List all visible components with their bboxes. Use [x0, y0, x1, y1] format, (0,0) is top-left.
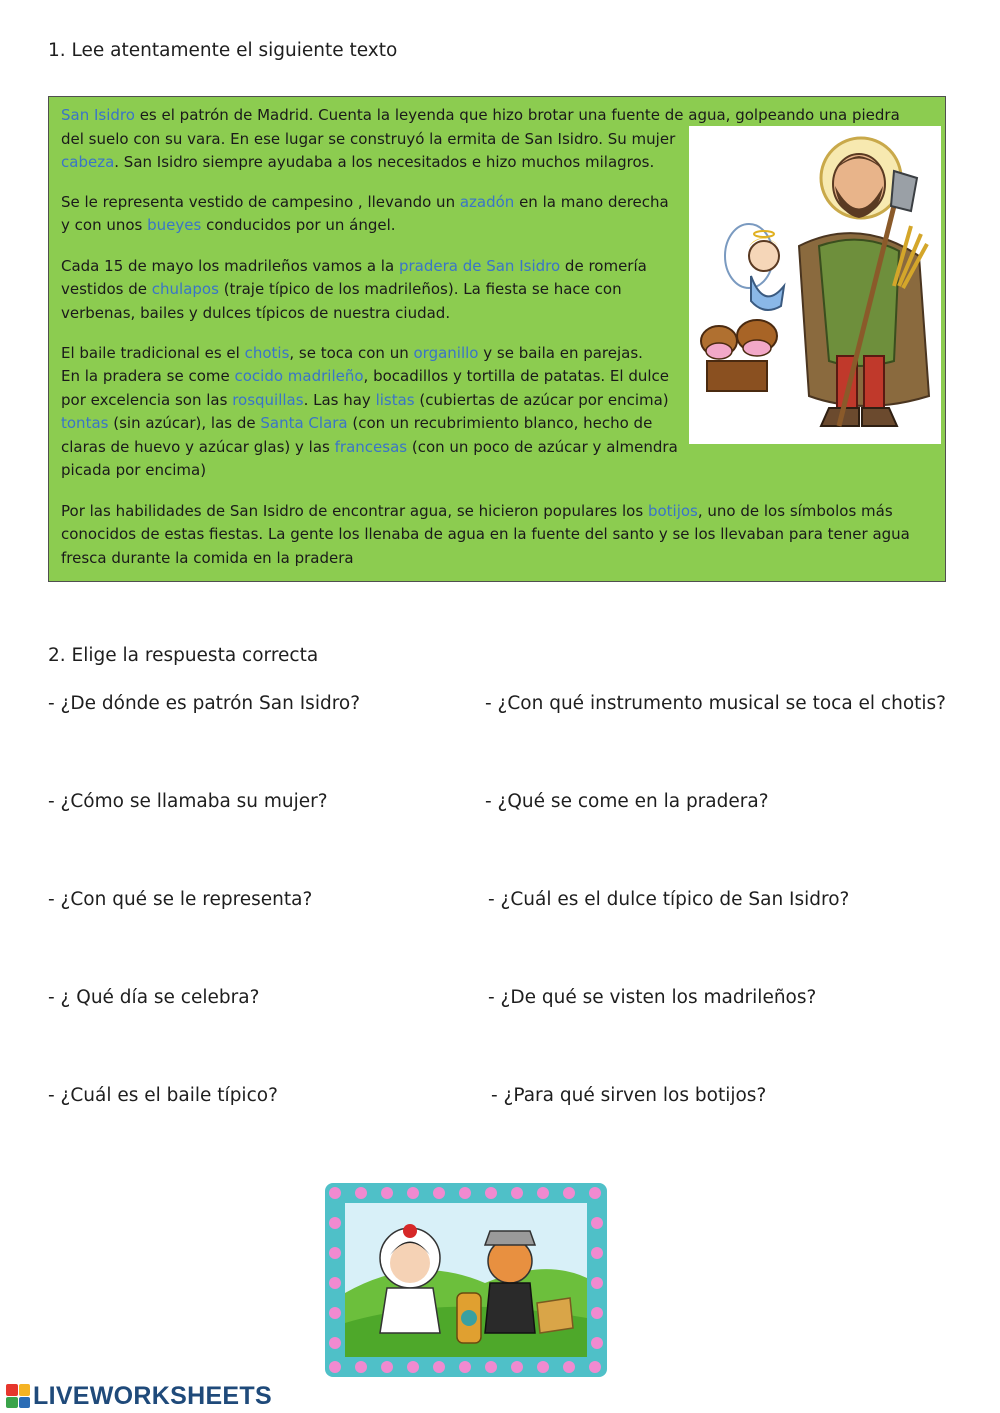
text-line: verbenas, bailes y dulces típicos de nuestra ciudad. [61, 304, 451, 322]
text-line: por excelencia son las rosquillas. Las hay listas (cubiertas de azúcar por encima) [61, 391, 669, 409]
liveworksheets-brand [6, 1383, 272, 1409]
question-right-5: - ¿Para qué sirven los botijos? [491, 1085, 767, 1106]
text-line: tontas (sin azúcar), las de Santa Clara (con un recubrimiento blanco, hecho de [61, 414, 653, 432]
question-right-1: - ¿Con qué instrumento musical se toca el chotis? [485, 693, 947, 714]
text-line: conocidos de estas fiestas. La gente los llenaba de agua en la fuente del santo y se los llevaban para tener agua [61, 525, 910, 543]
question-left-3: - ¿Con qué se le representa? [48, 889, 313, 910]
text-line: vestidos de chulapos (traje típico de los madrileños). La fiesta se hace con [61, 280, 622, 298]
text-line: y con unos bueyes conducidos por un ángel. [61, 216, 396, 234]
chulapos-illustration [325, 1183, 607, 1377]
brand-name: LIVEWORKSHEETS [33, 1381, 272, 1410]
text-line: San Isidro es el patrón de Madrid. Cuenta la leyenda que hizo brotar una fuente de agua, golpeando una piedra [61, 106, 900, 124]
section-1-heading: 1. Lee atentamente el siguiente texto [48, 40, 398, 61]
question-left-5: - ¿Cuál es el baile típico? [48, 1085, 278, 1106]
text-line: cabeza. San Isidro siempre ayudaba a los necesitados e hizo muchos milagros. [61, 153, 655, 171]
liveworksheets-logo-icon [6, 1384, 30, 1408]
text-line: Cada 15 de mayo los madrileños vamos a la pradera de San Isidro de romería [61, 257, 647, 275]
question-left-4: - ¿ Qué día se celebra? [48, 987, 260, 1008]
text-line: del suelo con su vara. En ese lugar se construyó la ermita de San Isidro. Su mujer [61, 130, 676, 148]
question-left-2: - ¿Cómo se llamaba su mujer? [48, 791, 328, 812]
text-line: En la pradera se come cocido madrileño, bocadillos y tortilla de patatas. El dulce [61, 367, 670, 385]
text-line: Se le representa vestido de campesino , llevando un azadón en la mano derecha [61, 193, 669, 211]
text-line: El baile tradicional es el chotis, se toca con un organillo y se baila en parejas. [61, 344, 643, 362]
san-isidro-illustration [689, 126, 941, 444]
text-line: Por las habilidades de San Isidro de encontrar agua, se hicieron populares los botijos, uno de los símbolos más [61, 502, 893, 520]
text-line: picada por encima) [61, 461, 207, 479]
text-line: fresca durante la comida en la pradera [61, 549, 354, 567]
question-right-2: - ¿Qué se come en la pradera? [485, 791, 769, 812]
text-line: claras de huevo y azúcar glas) y las francesas (con un poco de azúcar y almendra [61, 438, 678, 456]
question-left-1: - ¿De dónde es patrón San Isidro? [48, 693, 361, 714]
question-right-4: - ¿De qué se visten los madrileños? [488, 987, 817, 1008]
question-right-3: - ¿Cuál es el dulce típico de San Isidro? [488, 889, 850, 910]
section-2-heading: 2. Elige la respuesta correcta [48, 645, 319, 666]
